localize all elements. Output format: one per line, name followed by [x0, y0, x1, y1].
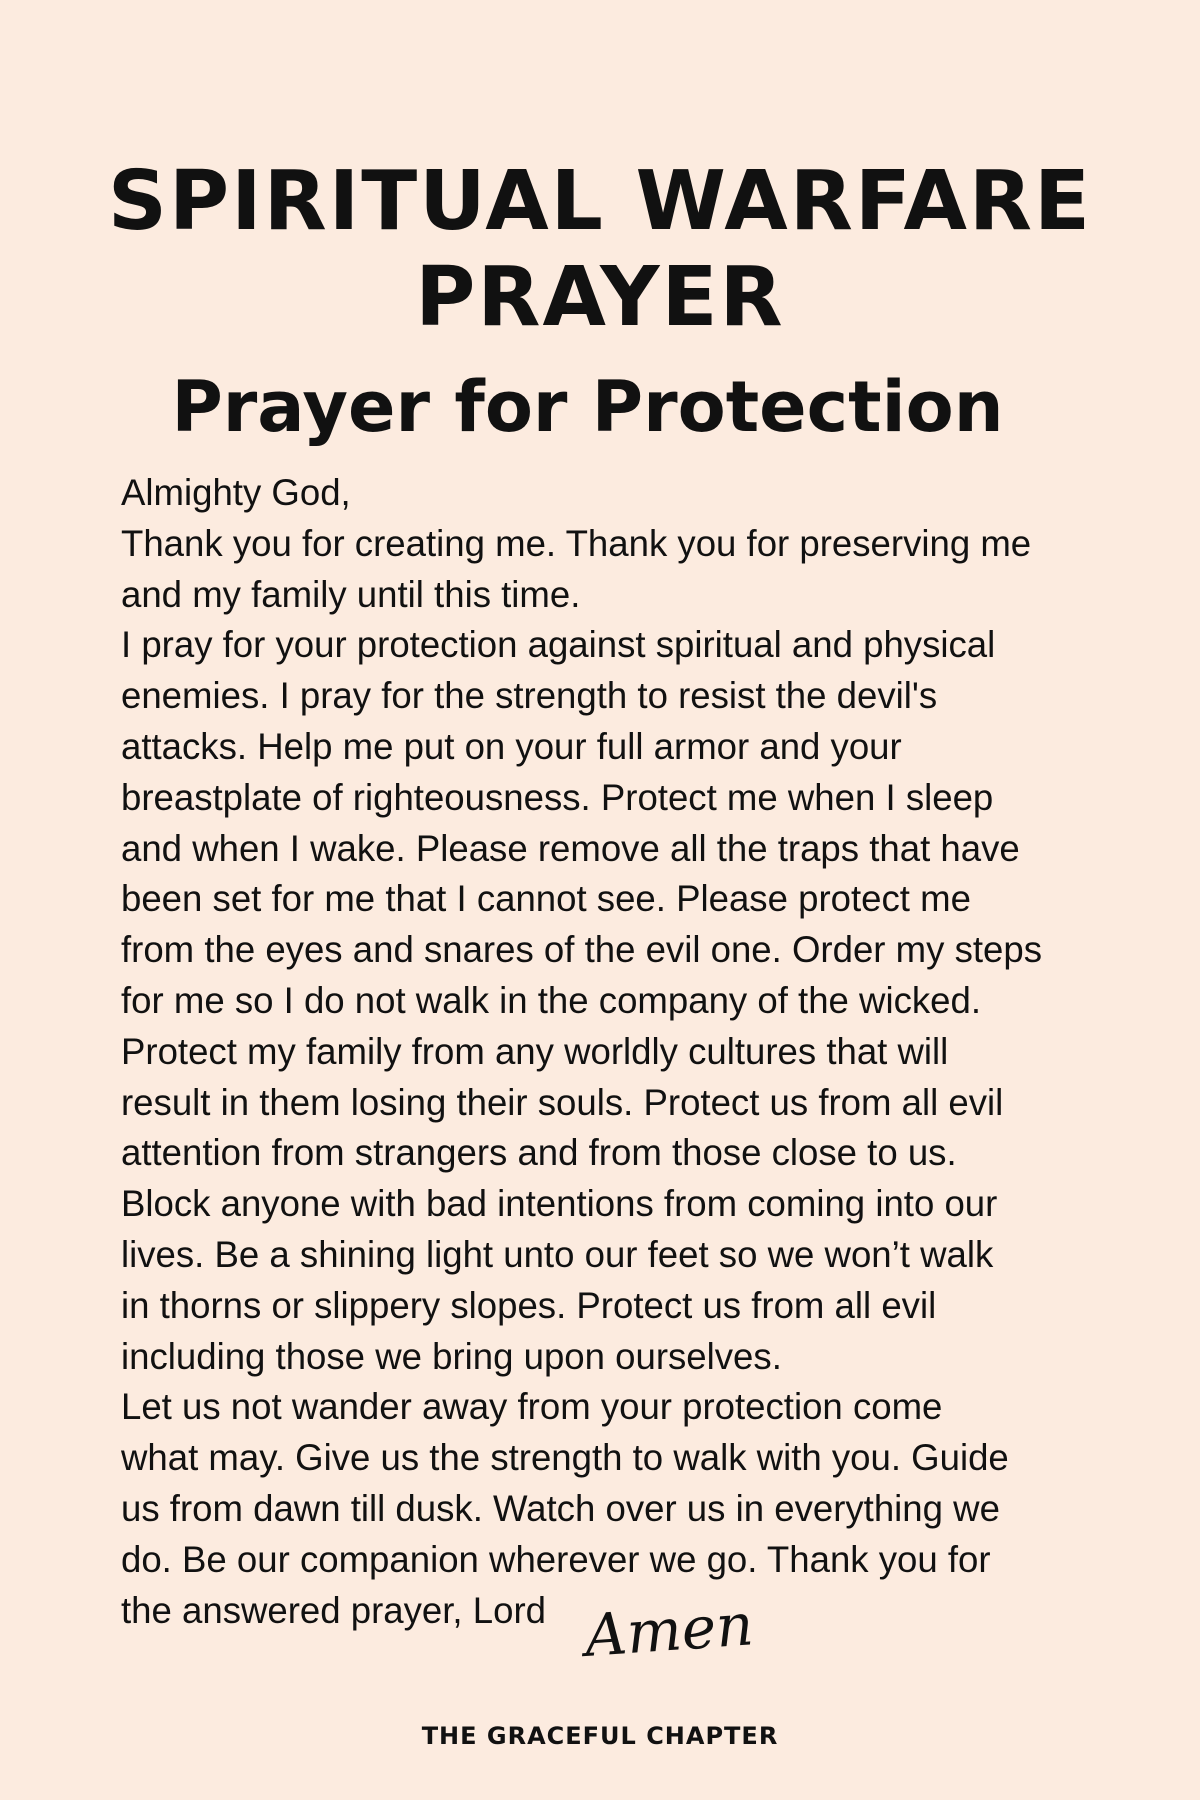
prayer-line: for me so I do not walk in the company of the wicked.	[121, 979, 982, 1021]
page-subtitle: Prayer for Protection	[171, 366, 1004, 448]
prayer-line: Thank you for creating me. Thank you for preserving me	[121, 522, 1032, 564]
prayer-body	[121, 468, 1101, 1636]
prayer-line: Almighty God,	[121, 472, 351, 513]
prayer-line: Block anyone with bad intentions from coming into our	[121, 1183, 998, 1225]
prayer-line: in thorns or slippery slopes. Protect us from all evil	[121, 1284, 937, 1326]
amen-signature: Amen	[582, 1590, 756, 1670]
prayer-line: been set for me that I cannot see. Please protect me	[121, 878, 971, 920]
prayer-line: us from dawn till dusk. Watch over us in everything we	[121, 1487, 1000, 1529]
prayer-line: attention from strangers and from those close to us.	[121, 1132, 957, 1174]
prayer-line: the answered prayer, Lord	[121, 1589, 546, 1631]
prayer-line: enemies. I pray for the strength to resist the devil's	[121, 675, 938, 717]
page-title-line-2: PRAYER	[415, 250, 785, 345]
prayer-line: do. Be our companion wherever we go. Thank you for	[121, 1538, 991, 1580]
prayer-line: Protect my family from any worldly cultures that will	[121, 1030, 949, 1072]
prayer-line: attacks. Help me put on your full armor and your	[121, 725, 902, 767]
prayer-line: result in them losing their souls. Protect us from all evil	[121, 1081, 1004, 1123]
prayer-line: and my family until this time.	[121, 573, 581, 615]
prayer-line: including those we bring upon ourselves.	[121, 1335, 782, 1377]
page-title-line-1: SPIRITUAL WARFARE	[107, 154, 1093, 249]
prayer-line: I pray for your protection against spiritual and physical	[121, 624, 996, 666]
prayer-line: breastplate of righteousness. Protect me when I sleep	[121, 776, 994, 818]
prayer-line: and when I wake. Please remove all the traps that have	[121, 827, 1020, 869]
prayer-line: lives. Be a shining light unto our feet so we won’t walk	[121, 1233, 994, 1275]
prayer-line: Let us not wander away from your protection come	[121, 1386, 943, 1428]
footer-brand: THE GRACEFUL CHAPTER	[421, 1722, 779, 1750]
prayer-line: what may. Give us the strength to walk with you. Guide	[121, 1437, 1009, 1479]
prayer-line: from the eyes and snares of the evil one. Order my steps	[121, 929, 1042, 971]
